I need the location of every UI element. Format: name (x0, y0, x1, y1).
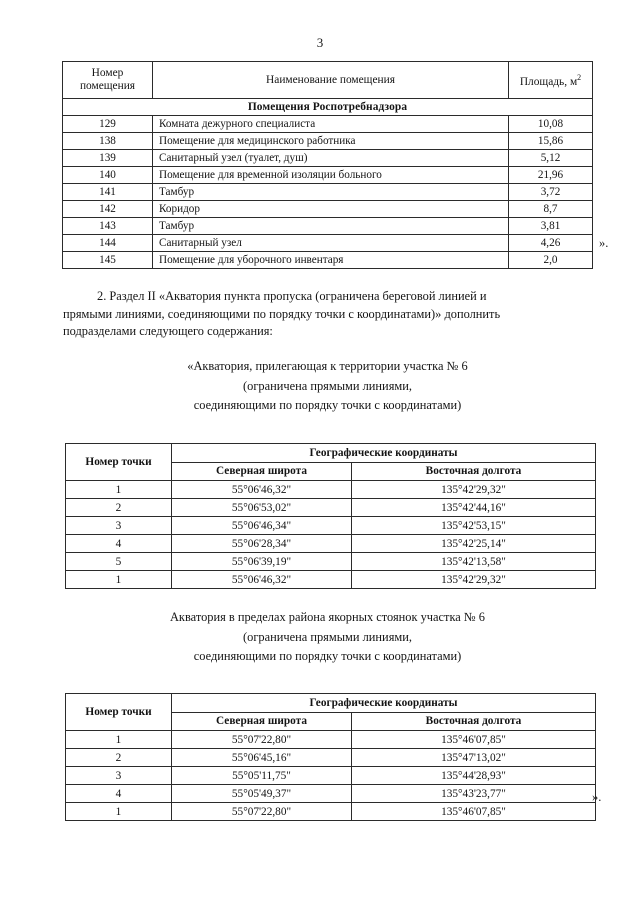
table-row (63, 150, 593, 167)
cell-latitude: 55°06'46,32" (172, 481, 352, 499)
table-row (63, 201, 593, 218)
cell-latitude: 55°06'28,34" (172, 535, 352, 553)
coords-table-2-body (66, 731, 596, 821)
cell-latitude: 55°06'53,02" (172, 499, 352, 517)
caption-water-area-adjacent (63, 357, 592, 416)
cell-point-number: 1 (66, 803, 172, 821)
table-header-row (63, 62, 593, 99)
premises-table-container (62, 61, 592, 269)
table-row (63, 133, 593, 150)
table-row (63, 218, 593, 235)
table-row (66, 749, 596, 767)
table-row (66, 731, 596, 749)
caption2-line-1: Акватория в пределах района якорных стоянок участка № 6 (169, 610, 485, 624)
coords-table-2-head (66, 694, 596, 731)
header-north-latitude: Северная широта (172, 712, 352, 731)
header-east-longitude: Восточная долгота (352, 712, 596, 731)
header-north-latitude: Северная широта (172, 462, 352, 481)
closing-quote-after-premises-table: ». (599, 236, 609, 250)
header-geographic-coordinates: Географические координаты (172, 444, 596, 463)
cell-latitude: 55°06'46,34" (172, 517, 352, 535)
cell-longitude: 135°42'29,32" (352, 481, 596, 499)
cell-premise-name: Помещение для уборочного инвентаря (153, 252, 509, 269)
cell-longitude: 135°42'44,16" (352, 499, 596, 517)
table-row (63, 167, 593, 184)
cell-premise-name: Санитарный узел (туалет, душ) (153, 150, 509, 167)
cell-point-number: 4 (66, 785, 172, 803)
coords-table-2 (65, 693, 596, 821)
table-row (63, 235, 593, 252)
caption1-line-3: соединяющими по порядку точки с координатами) (193, 398, 462, 412)
cell-longitude: 135°46'07,85" (352, 803, 596, 821)
cell-longitude: 135°47'13,02" (352, 749, 596, 767)
caption-water-area-anchorage (63, 608, 592, 667)
header-premise-area-text: Площадь, м (519, 75, 578, 88)
cell-point-number: 4 (66, 535, 172, 553)
cell-premise-number: 142 (63, 201, 153, 218)
cell-premise-number: 129 (63, 116, 153, 133)
cell-latitude: 55°06'45,16" (172, 749, 352, 767)
page-number: 3 (316, 35, 324, 50)
table-row (63, 252, 593, 269)
premises-table-body (63, 99, 593, 269)
cell-premise-name: Помещение для временной изоляции больного (153, 167, 509, 184)
cell-point-number: 1 (66, 731, 172, 749)
header-point-number: Номер точки (66, 694, 172, 731)
caption2-line-3: соединяющими по порядку точки с координатами) (193, 649, 462, 663)
header-premise-number (63, 62, 153, 99)
coords-table-2-container (65, 693, 595, 821)
cell-premise-name: Помещение для медицинского работника (153, 133, 509, 150)
header-geographic-coordinates: Географические координаты (172, 694, 596, 713)
cell-latitude: 55°06'46,32" (172, 571, 352, 589)
cell-premise-name: Тамбур (153, 218, 509, 235)
cell-longitude: 135°44'28,93" (352, 767, 596, 785)
premises-table (62, 61, 593, 269)
section-title-cell: Помещения Роспотребнадзора (63, 99, 593, 116)
coords-table-1-head (66, 444, 596, 481)
cell-premise-number: 144 (63, 235, 153, 252)
table-row (66, 481, 596, 499)
cell-point-number: 1 (66, 481, 172, 499)
cell-premise-number: 141 (63, 184, 153, 201)
cell-premise-number: 140 (63, 167, 153, 184)
table-row (66, 517, 596, 535)
cell-latitude: 55°06'39,19" (172, 553, 352, 571)
cell-premise-area: 5,12 (509, 150, 593, 167)
header-premise-area (509, 62, 593, 99)
coords-table-1-body (66, 481, 596, 589)
cell-longitude: 135°42'13,58" (352, 553, 596, 571)
header-point-number: Номер точки (66, 444, 172, 481)
cell-longitude: 135°42'29,32" (352, 571, 596, 589)
caption1-line-1: «Акватория, прилегающая к территории участка № 6 (187, 359, 468, 373)
table-row (63, 184, 593, 201)
cell-point-number: 2 (66, 749, 172, 767)
table-row (66, 499, 596, 517)
cell-point-number: 1 (66, 571, 172, 589)
header-premise-number-line2: помещения (79, 80, 136, 92)
cell-premise-area: 8,7 (509, 201, 593, 218)
cell-premise-area: 10,08 (509, 116, 593, 133)
cell-premise-name: Тамбур (153, 184, 509, 201)
section-title-row (63, 99, 593, 116)
cell-latitude: 55°05'49,37" (172, 785, 352, 803)
table-row (66, 535, 596, 553)
paragraph-line-3: подразделами следующего содержания: (63, 324, 273, 339)
cell-longitude: 135°42'53,15" (352, 517, 596, 535)
header-premise-number-line1: Номер (91, 67, 124, 79)
table-row (66, 803, 596, 821)
cell-premise-number: 139 (63, 150, 153, 167)
cell-premise-area: 15,86 (509, 133, 593, 150)
cell-longitude: 135°42'25,14" (352, 535, 596, 553)
cell-premise-area: 3,72 (509, 184, 593, 201)
cell-point-number: 5 (66, 553, 172, 571)
cell-point-number: 3 (66, 767, 172, 785)
cell-latitude: 55°07'22,80" (172, 803, 352, 821)
cell-point-number: 3 (66, 517, 172, 535)
table-header-row (66, 694, 596, 713)
cell-premise-number: 138 (63, 133, 153, 150)
table-row (66, 767, 596, 785)
cell-premise-number: 143 (63, 218, 153, 235)
cell-premise-name: Коридор (153, 201, 509, 218)
body-paragraph (63, 288, 592, 341)
cell-premise-number: 145 (63, 252, 153, 269)
cell-latitude: 55°05'11,75" (172, 767, 352, 785)
cell-premise-area: 2,0 (509, 252, 593, 269)
table-row (63, 116, 593, 133)
cell-premise-name: Комната дежурного специалиста (153, 116, 509, 133)
table-row (66, 785, 596, 803)
paragraph-line-1: 2. Раздел II «Акватория пункта пропуска (ограничена береговой линией и (97, 289, 487, 303)
cell-latitude: 55°07'22,80" (172, 731, 352, 749)
cell-point-number: 2 (66, 499, 172, 517)
coords-table-1 (65, 443, 596, 589)
cell-premise-area: 21,96 (509, 167, 593, 184)
cell-premise-area: 4,26 (509, 235, 593, 252)
cell-longitude: 135°43'23,77" (352, 785, 596, 803)
table-row (66, 553, 596, 571)
closing-quote-after-coords-table-2: ». (592, 790, 602, 804)
cell-premise-area: 3,81 (509, 218, 593, 235)
paragraph-line-2: прямыми линиями, соединяющими по порядку точки с координатами)» дополнить (63, 306, 501, 321)
premises-table-head (63, 62, 593, 99)
header-area-superscript: 2 (577, 73, 582, 83)
table-row (66, 571, 596, 589)
cell-premise-name: Санитарный узел (153, 235, 509, 252)
coords-table-1-container (65, 443, 595, 589)
table-header-row (66, 444, 596, 463)
cell-longitude: 135°46'07,85" (352, 731, 596, 749)
caption1-line-2: (ограничена прямыми линиями, (243, 378, 412, 393)
header-east-longitude: Восточная долгота (352, 462, 596, 481)
header-premise-name: Наименование помещения (153, 62, 509, 99)
caption2-line-2: (ограничена прямыми линиями, (243, 629, 412, 644)
